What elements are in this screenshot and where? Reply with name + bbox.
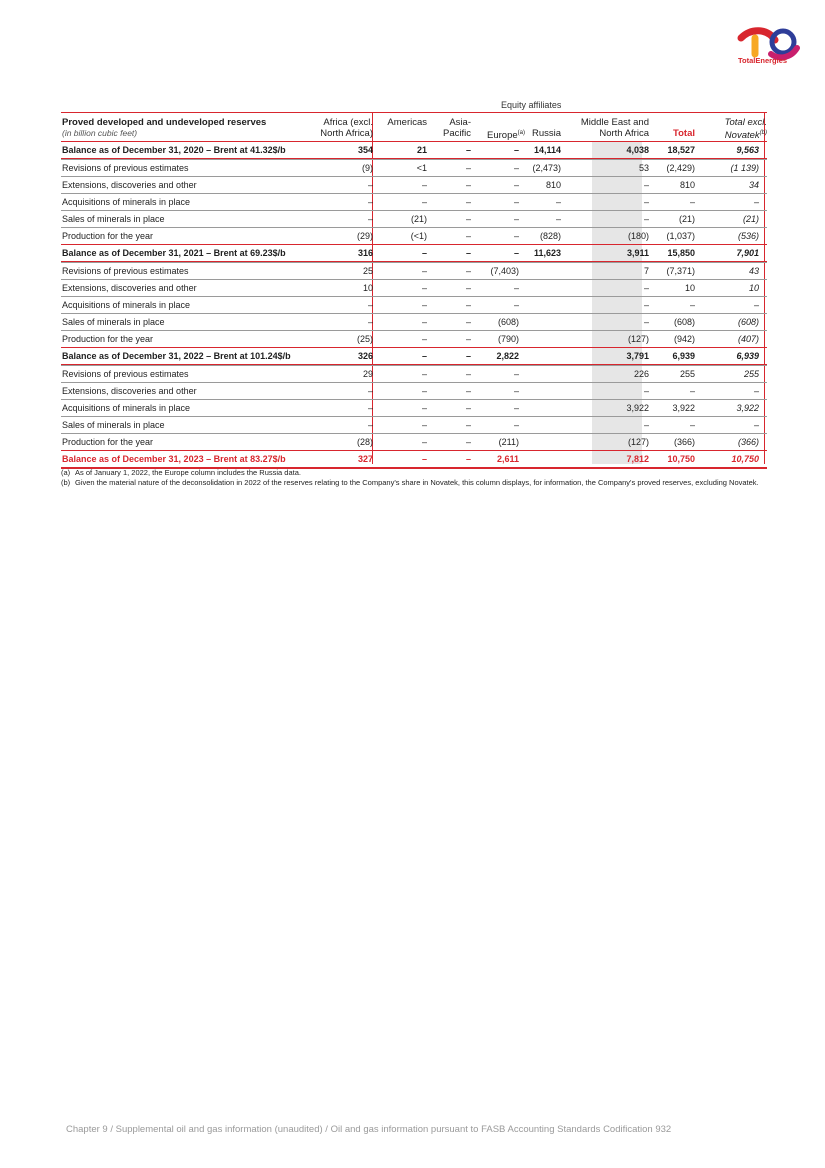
col-russia-header: Russia — [531, 128, 561, 139]
cell-value: 7,901 — [736, 248, 759, 258]
cell-value: – — [643, 300, 649, 310]
cell-value: – — [367, 420, 373, 430]
table-row — [61, 313, 767, 330]
row-label: Balance as of December 31, 2021 – Brent at 69.23$/b — [62, 248, 286, 258]
cell-value: (9) — [362, 163, 373, 173]
cell-value: 34 — [748, 180, 759, 190]
cell-value: 2,611 — [496, 454, 519, 464]
col-europe-header: Europe$^{(a)}$ — [487, 130, 525, 142]
cell-value: 3,922 — [736, 403, 759, 413]
cell-value: – — [753, 386, 759, 396]
cell-value: – — [465, 317, 471, 327]
cell-value: – — [367, 197, 373, 207]
row-label: Production for the year — [62, 231, 154, 241]
cell-value: – — [465, 369, 471, 379]
table-row — [61, 382, 767, 399]
cell-value: – — [753, 420, 759, 430]
cell-value: – — [421, 283, 427, 293]
cell-value: 354 — [357, 145, 373, 155]
table-row — [61, 330, 767, 347]
cell-value: – — [421, 317, 427, 327]
table-row — [61, 227, 767, 244]
cell-value: (608) — [673, 317, 695, 327]
row-label: Balance as of December 31, 2020 – Brent at 41.32$/b — [62, 145, 286, 155]
cell-value: (2,429) — [666, 163, 695, 173]
cell-value: – — [421, 300, 427, 310]
cell-value: (7,403) — [490, 266, 519, 276]
cell-value: – — [465, 214, 471, 224]
cell-value: 810 — [679, 180, 695, 190]
table-row — [61, 159, 767, 176]
cell-value: (21) — [410, 214, 427, 224]
cell-value: 10,750 — [731, 454, 759, 464]
row-label: Extensions, discoveries and other — [62, 386, 197, 396]
table-row — [61, 141, 767, 159]
cell-value: – — [643, 420, 649, 430]
group-title: Equity affiliates — [501, 100, 562, 110]
cell-value: – — [465, 197, 471, 207]
cell-value: – — [513, 386, 519, 396]
cell-value: (25) — [356, 334, 373, 344]
cell-value: – — [421, 437, 427, 447]
cell-value: – — [643, 180, 649, 190]
cell-value: 7,812 — [626, 454, 649, 464]
cell-value: – — [513, 248, 519, 258]
row-label: Sales of minerals in place — [62, 214, 165, 224]
cell-value: – — [513, 283, 519, 293]
cell-value: – — [465, 437, 471, 447]
cell-value: (7,371) — [666, 266, 695, 276]
cell-value: 3,791 — [626, 351, 649, 361]
table-row — [61, 433, 767, 450]
cell-value: – — [643, 283, 649, 293]
cell-value: 18,527 — [667, 145, 695, 155]
cell-value: (790) — [497, 334, 519, 344]
column-header-row — [61, 112, 767, 141]
cell-value: – — [465, 454, 471, 464]
cell-value: 4,038 — [626, 145, 649, 155]
table-row — [61, 450, 767, 469]
cell-value: – — [465, 300, 471, 310]
cell-value: – — [465, 266, 471, 276]
cell-value: 10,750 — [667, 454, 695, 464]
table-row — [61, 347, 767, 365]
cell-value: 43 — [748, 266, 759, 276]
footnotes — [61, 468, 767, 487]
table-body — [61, 141, 767, 469]
cell-value: – — [465, 334, 471, 344]
cell-value: (608) — [737, 317, 759, 327]
table-row — [61, 262, 767, 279]
cell-value: – — [421, 197, 427, 207]
cell-value: – — [513, 163, 519, 173]
cell-value: – — [465, 180, 471, 190]
cell-value: 810 — [545, 180, 561, 190]
cell-value: 21 — [416, 145, 427, 155]
cell-value: – — [465, 386, 471, 396]
table-row — [61, 279, 767, 296]
cell-value: – — [513, 403, 519, 413]
row-label: Balance as of December 31, 2022 – Brent at 101.24$/b — [62, 351, 291, 361]
cell-value: (536) — [737, 231, 759, 241]
cell-value: 255 — [743, 369, 759, 379]
cell-value: 10 — [748, 283, 759, 293]
cell-value: – — [513, 180, 519, 190]
cell-value: – — [421, 334, 427, 344]
cell-value: – — [465, 145, 471, 155]
cell-value: 3,911 — [626, 248, 649, 258]
cell-value: 255 — [679, 369, 695, 379]
col-africa-header: Africa (excl. North Africa) — [320, 117, 373, 139]
row-label: Production for the year — [62, 334, 154, 344]
cell-value: 14,114 — [533, 145, 561, 155]
cell-value: – — [513, 300, 519, 310]
cell-value: (<1) — [410, 231, 427, 241]
cell-value: 15,850 — [667, 248, 695, 258]
cell-value: – — [753, 300, 759, 310]
cell-value: (21) — [742, 214, 759, 224]
col-asia-pacific-header: Asia- Pacific — [443, 117, 471, 139]
cell-value: 6,939 — [736, 351, 759, 361]
cell-value: – — [513, 369, 519, 379]
cell-value: – — [421, 403, 427, 413]
row-label: Extensions, discoveries and other — [62, 180, 197, 190]
cell-value: (29) — [356, 231, 373, 241]
cell-value: 25 — [362, 266, 373, 276]
row-label: Revisions of previous estimates — [62, 163, 189, 173]
cell-value: – — [367, 386, 373, 396]
table-row — [61, 244, 767, 262]
cell-value: – — [689, 386, 695, 396]
cell-value: 53 — [638, 163, 649, 173]
cell-value: 326 — [357, 351, 373, 361]
cell-value: – — [367, 180, 373, 190]
table-row — [61, 399, 767, 416]
col-total-excl-header: Total excl. Novatek$^{(b)}$ — [724, 117, 767, 142]
cell-value: – — [513, 231, 519, 241]
table-subtitle: (in billion cubic feet) — [62, 128, 138, 138]
col-americas-header: Americas — [387, 117, 427, 128]
cell-value: – — [513, 145, 519, 155]
row-label: Acquisitions of minerals in place — [62, 403, 191, 413]
cell-value: (828) — [539, 231, 561, 241]
cell-value: – — [421, 454, 427, 464]
table-row — [61, 416, 767, 433]
cell-value: – — [689, 300, 695, 310]
cell-value: 3,922 — [626, 403, 649, 413]
cell-value: 10 — [684, 283, 695, 293]
cell-value: (127) — [627, 334, 649, 344]
cell-value: (407) — [737, 334, 759, 344]
cell-value: (1,037) — [666, 231, 695, 241]
cell-value: – — [367, 214, 373, 224]
cell-value: – — [643, 317, 649, 327]
cell-value: – — [421, 369, 427, 379]
cell-value: (608) — [497, 317, 519, 327]
cell-value: – — [367, 317, 373, 327]
cell-value: 316 — [357, 248, 373, 258]
row-label: Production for the year — [62, 437, 154, 447]
cell-value: – — [689, 420, 695, 430]
row-label: Extensions, discoveries and other — [62, 283, 197, 293]
row-label: Acquisitions of minerals in place — [62, 197, 191, 207]
cell-value: – — [465, 248, 471, 258]
cell-value: (942) — [673, 334, 695, 344]
group-header — [61, 98, 767, 112]
row-label: Sales of minerals in place — [62, 420, 165, 430]
cell-value: 6,939 — [672, 351, 695, 361]
cell-value: (366) — [673, 437, 695, 447]
col-mena-header: Middle East and North Africa — [580, 117, 649, 139]
cell-value: – — [465, 420, 471, 430]
cell-value: – — [421, 386, 427, 396]
cell-value: (180) — [627, 231, 649, 241]
cell-value: 7 — [643, 266, 649, 276]
row-label: Acquisitions of minerals in place — [62, 300, 191, 310]
cell-value: – — [513, 197, 519, 207]
cell-value: – — [513, 214, 519, 224]
cell-value: (1 139) — [730, 163, 759, 173]
cell-value: – — [643, 214, 649, 224]
table-row — [61, 176, 767, 193]
cell-value: – — [367, 403, 373, 413]
cell-value: 10 — [362, 283, 373, 293]
cell-value: – — [689, 197, 695, 207]
cell-value: – — [643, 386, 649, 396]
cell-value: – — [753, 197, 759, 207]
cell-value: <1 — [416, 163, 427, 173]
row-label: Revisions of previous estimates — [62, 369, 189, 379]
page-footer: Chapter 9 / Supplemental oil and gas information (unaudited) / Oil and gas information pursuant to FASB Accounting Standards Codification 932 — [66, 1124, 672, 1135]
table-row — [61, 210, 767, 227]
cell-value: – — [421, 248, 427, 258]
cell-value: (2,473) — [532, 163, 561, 173]
cell-value: – — [555, 197, 561, 207]
row-label: Sales of minerals in place — [62, 317, 165, 327]
cell-value: – — [421, 351, 427, 361]
cell-value: – — [555, 214, 561, 224]
cell-value: (127) — [627, 437, 649, 447]
cell-value: (211) — [498, 437, 519, 447]
cell-value: (28) — [356, 437, 373, 447]
cell-value: – — [465, 163, 471, 173]
cell-value: (366) — [737, 437, 759, 447]
cell-value: – — [643, 197, 649, 207]
brand-name: TotalEnergies — [738, 56, 788, 65]
row-label: Balance as of December 31, 2023 – Brent at 83.27$/b — [62, 454, 286, 464]
cell-value: 3,922 — [672, 403, 695, 413]
cell-value: 11,623 — [533, 248, 561, 258]
cell-value: – — [465, 403, 471, 413]
cell-value: – — [421, 266, 427, 276]
cell-value: – — [465, 283, 471, 293]
cell-value: (21) — [678, 214, 695, 224]
cell-value: – — [513, 420, 519, 430]
cell-value: 327 — [357, 454, 373, 464]
cell-value: – — [421, 180, 427, 190]
cell-value: 2,822 — [496, 351, 519, 361]
row-label: Revisions of previous estimates — [62, 266, 189, 276]
table-title: Proved developed and undeveloped reserves — [62, 117, 267, 128]
reserves-table — [61, 98, 767, 469]
table-row — [61, 296, 767, 313]
cell-value: – — [465, 231, 471, 241]
cell-value: 9,563 — [736, 145, 759, 155]
col-total-header: Total — [673, 128, 695, 139]
cell-value: – — [367, 300, 373, 310]
footnote-b: (b) Given the material nature of the deconsolidation in 2022 of the reserves relating to the Company's share in Novatek, this column displays, for information, the Company's proved reserves, excluding Novatek. — [61, 477, 759, 487]
footnote-a: (a) As of January 1, 2022, the Europe column includes the Russia data. — [61, 468, 301, 477]
cell-value: 29 — [362, 369, 373, 379]
cell-value: – — [421, 420, 427, 430]
table-row — [61, 365, 767, 382]
table-row — [61, 193, 767, 210]
cell-value: 226 — [633, 369, 649, 379]
cell-value: – — [465, 351, 471, 361]
